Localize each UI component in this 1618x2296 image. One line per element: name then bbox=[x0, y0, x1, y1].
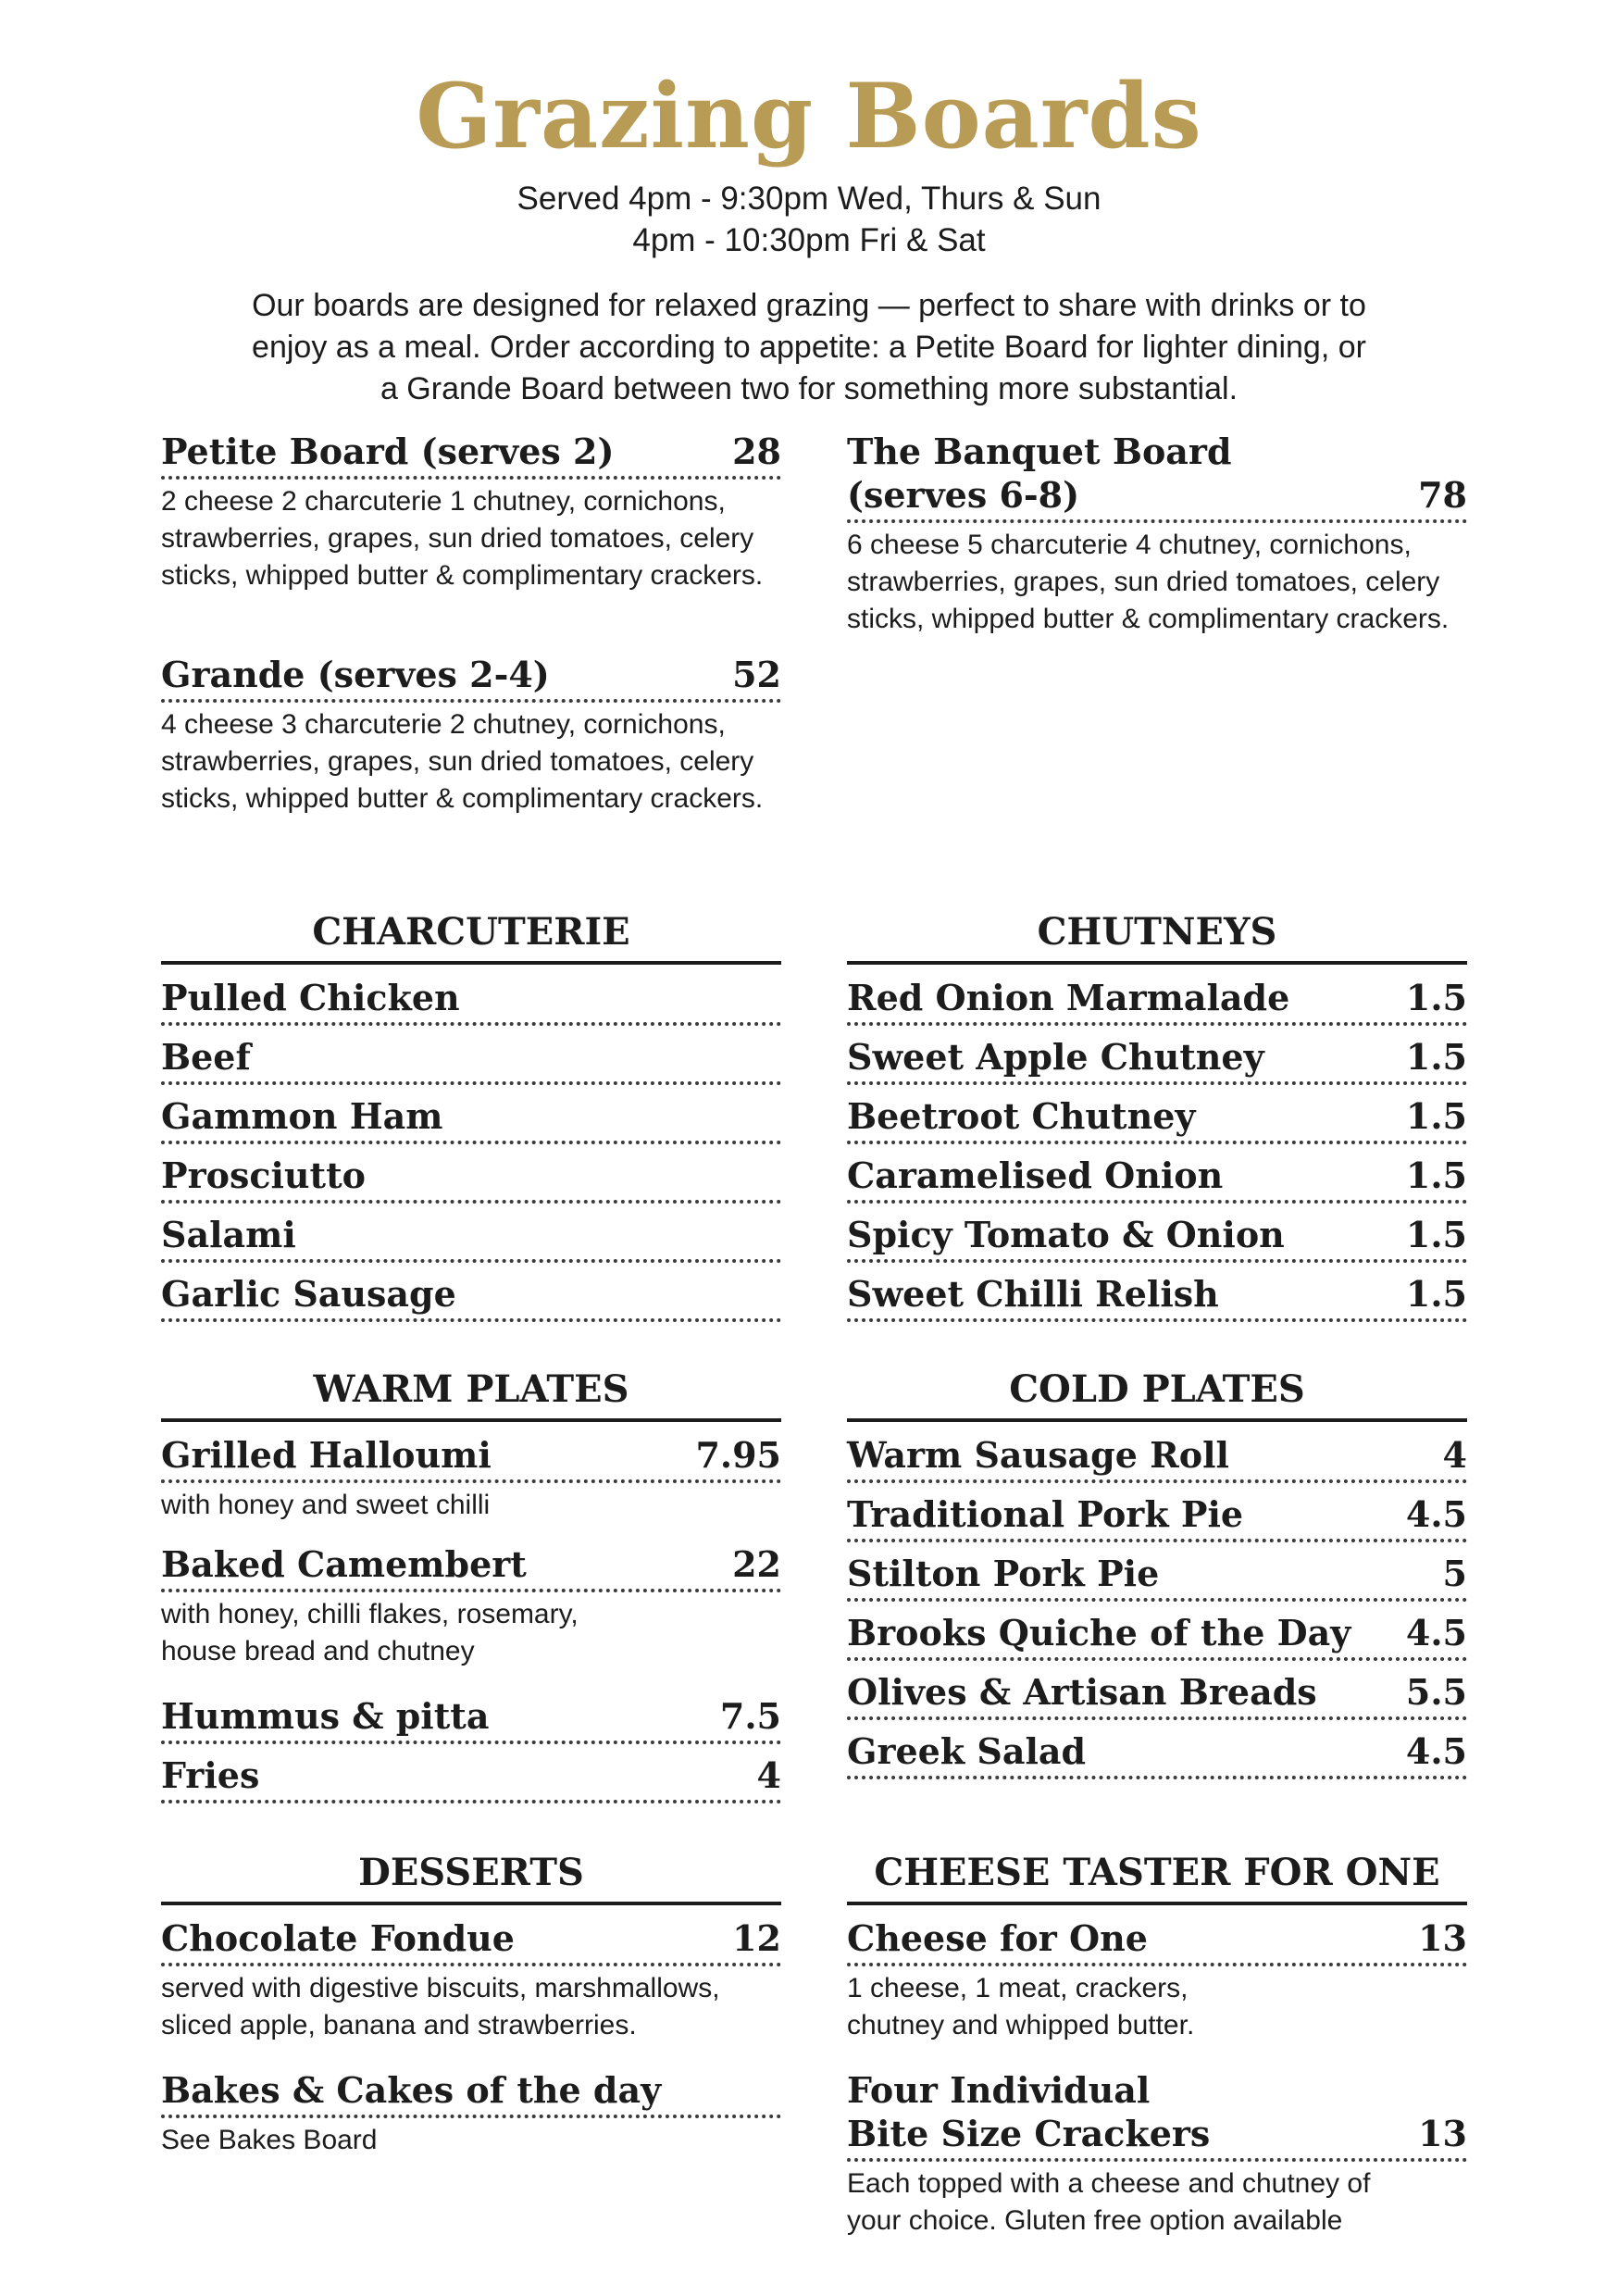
item-name: Gammon Ham bbox=[161, 1095, 443, 1137]
section-heading-cold-plates: COLD PLATES bbox=[847, 1366, 1467, 1422]
board-price: 28 bbox=[732, 430, 781, 472]
item-name: Traditional Pork Pie bbox=[847, 1493, 1244, 1535]
item-name: Stilton Pork Pie bbox=[847, 1553, 1160, 1594]
item-name: Brooks Quiche of the Day bbox=[847, 1612, 1351, 1653]
item-price: 7.95 bbox=[695, 1434, 781, 1476]
warm-plate-fries bbox=[161, 1753, 781, 1803]
item-name: Baked Camembert bbox=[161, 1543, 527, 1585]
item-name: Cheese for One bbox=[847, 1917, 1148, 1959]
item-price: 4.5 bbox=[1405, 1730, 1467, 1772]
item-description: 1 cheese, 1 meat, crackers, chutney and whipped butter. bbox=[847, 1973, 1195, 2040]
warm-plate-hummus bbox=[161, 1694, 781, 1744]
item-name: Sweet Apple Chutney bbox=[847, 1036, 1264, 1078]
list-item bbox=[847, 1035, 1467, 1085]
dessert-bakes bbox=[161, 2068, 781, 2159]
item-name: Spicy Tomato & Onion bbox=[847, 1214, 1285, 1255]
list-item bbox=[847, 1492, 1467, 1542]
board-description: 6 cheese 5 charcuterie 4 chutney, cornichons, strawberries, grapes, sun dried tomatoes, celery sticks, whipped butter & complimentary crackers. bbox=[847, 530, 1450, 634]
board-petite bbox=[161, 430, 781, 594]
board-name: Grande (serves 2-4) bbox=[161, 654, 550, 695]
list-item bbox=[847, 1213, 1467, 1263]
item-price: 1.5 bbox=[1405, 1036, 1467, 1078]
board-description: 2 cheese 2 charcuterie 1 chutney, cornichons, strawberries, grapes, sun dried tomatoes, celery sticks, whipped butter & complimentary crackers. bbox=[161, 486, 764, 591]
item-price: 1.5 bbox=[1405, 1214, 1467, 1255]
list-item bbox=[847, 1094, 1467, 1144]
section-heading-desserts: DESSERTS bbox=[161, 1850, 781, 1905]
item-name: Beetroot Chutney bbox=[847, 1095, 1196, 1137]
list-item bbox=[847, 1433, 1467, 1483]
item-description: See Bakes Board bbox=[161, 2125, 378, 2155]
item-name: Prosciutto bbox=[161, 1154, 366, 1196]
list-item bbox=[847, 1154, 1467, 1204]
bite-size-crackers bbox=[847, 2068, 1467, 2240]
list-item bbox=[161, 1272, 781, 1322]
item-price: 4.5 bbox=[1405, 1612, 1467, 1653]
item-name: Bakes & Cakes of the day bbox=[161, 2069, 662, 2111]
item-name: Hummus & pitta bbox=[161, 1695, 490, 1737]
item-name: Chocolate Fondue bbox=[161, 1917, 515, 1959]
item-price: 5 bbox=[1442, 1553, 1467, 1594]
hours-line-1: Served 4pm - 9:30pm Wed, Thurs & Sun bbox=[517, 181, 1101, 217]
item-description: served with digestive biscuits, marshmallows, sliced apple, banana and strawberries. bbox=[161, 1973, 720, 2040]
list-item bbox=[161, 976, 781, 1026]
item-price: 13 bbox=[1418, 1917, 1467, 1959]
board-name: Petite Board (serves 2) bbox=[161, 430, 615, 472]
item-price: 1.5 bbox=[1405, 1273, 1467, 1315]
item-name: Fries bbox=[161, 1754, 260, 1796]
item-price: 4.5 bbox=[1405, 1493, 1467, 1535]
board-description: 4 cheese 3 charcuterie 2 chutney, cornichons, strawberries, grapes, sun dried tomatoes, celery sticks, whipped butter & complimentary crackers. bbox=[161, 709, 764, 814]
section-heading-chutneys: CHUTNEYS bbox=[847, 909, 1467, 965]
cheese-for-one bbox=[847, 1916, 1467, 2044]
item-description: Each topped with a cheese and chutney of your choice. Gluten free option available bbox=[847, 2168, 1371, 2236]
list-item bbox=[847, 1729, 1467, 1779]
menu-title: Grazing Boards bbox=[416, 64, 1202, 168]
section-heading-charcuterie: CHARCUTERIE bbox=[161, 909, 781, 965]
item-price: 5.5 bbox=[1405, 1671, 1467, 1713]
item-price: 4 bbox=[1442, 1434, 1467, 1476]
warm-plate-camembert bbox=[161, 1542, 781, 1670]
list-item bbox=[161, 1035, 781, 1085]
item-name: Olives & Artisan Breads bbox=[847, 1671, 1317, 1713]
item-price: 7.5 bbox=[719, 1695, 781, 1737]
item-name: Four Individual Bite Size Crackers bbox=[847, 2069, 1211, 2154]
hours-line-2: 4pm - 10:30pm Fri & Sat bbox=[632, 222, 986, 258]
board-grande bbox=[161, 653, 781, 817]
list-item bbox=[161, 1213, 781, 1263]
item-price: 1.5 bbox=[1405, 977, 1467, 1018]
item-name: Caramelised Onion bbox=[847, 1154, 1224, 1196]
board-banquet bbox=[847, 430, 1467, 638]
list-item bbox=[847, 1552, 1467, 1602]
item-name: Warm Sausage Roll bbox=[847, 1434, 1229, 1476]
list-item bbox=[847, 1272, 1467, 1322]
item-price: 1.5 bbox=[1405, 1154, 1467, 1196]
board-price: 52 bbox=[732, 654, 781, 695]
list-item bbox=[847, 976, 1467, 1026]
item-name: Sweet Chilli Relish bbox=[847, 1273, 1219, 1315]
item-price: 12 bbox=[732, 1917, 781, 1959]
list-item bbox=[847, 1670, 1467, 1720]
item-price: 4 bbox=[756, 1754, 781, 1796]
section-heading-warm-plates: WARM PLATES bbox=[161, 1366, 781, 1422]
item-name: Beef bbox=[161, 1036, 251, 1078]
item-price: 22 bbox=[732, 1543, 781, 1585]
item-name: Garlic Sausage bbox=[161, 1273, 456, 1315]
board-price: 78 bbox=[1418, 474, 1467, 516]
warm-plate-halloumi bbox=[161, 1433, 781, 1524]
item-price: 13 bbox=[1418, 2113, 1467, 2154]
item-name: Red Onion Marmalade bbox=[847, 977, 1290, 1018]
section-heading-cheese-taster: CHEESE TASTER FOR ONE bbox=[847, 1850, 1467, 1905]
board-name: The Banquet Board (serves 6-8) bbox=[847, 430, 1232, 516]
item-price: 1.5 bbox=[1405, 1095, 1467, 1137]
item-description: with honey and sweet chilli bbox=[161, 1490, 491, 1520]
item-name: Pulled Chicken bbox=[161, 977, 460, 1018]
list-item bbox=[161, 1154, 781, 1204]
dessert-fondue bbox=[161, 1916, 781, 2044]
item-name: Greek Salad bbox=[847, 1730, 1087, 1772]
list-item bbox=[161, 1094, 781, 1144]
item-description: with honey, chilli flakes, rosemary, house bread and chutney bbox=[161, 1599, 579, 1666]
item-name: Salami bbox=[161, 1214, 296, 1255]
list-item bbox=[847, 1611, 1467, 1661]
item-name: Grilled Halloumi bbox=[161, 1434, 492, 1476]
intro-text: Our boards are designed for relaxed grazing — perfect to share with drinks or to enjoy as a meal. Order according to appetite: a Petite Board for lighter dining, or a Grande Board between two for something more substantial. bbox=[252, 288, 1366, 406]
